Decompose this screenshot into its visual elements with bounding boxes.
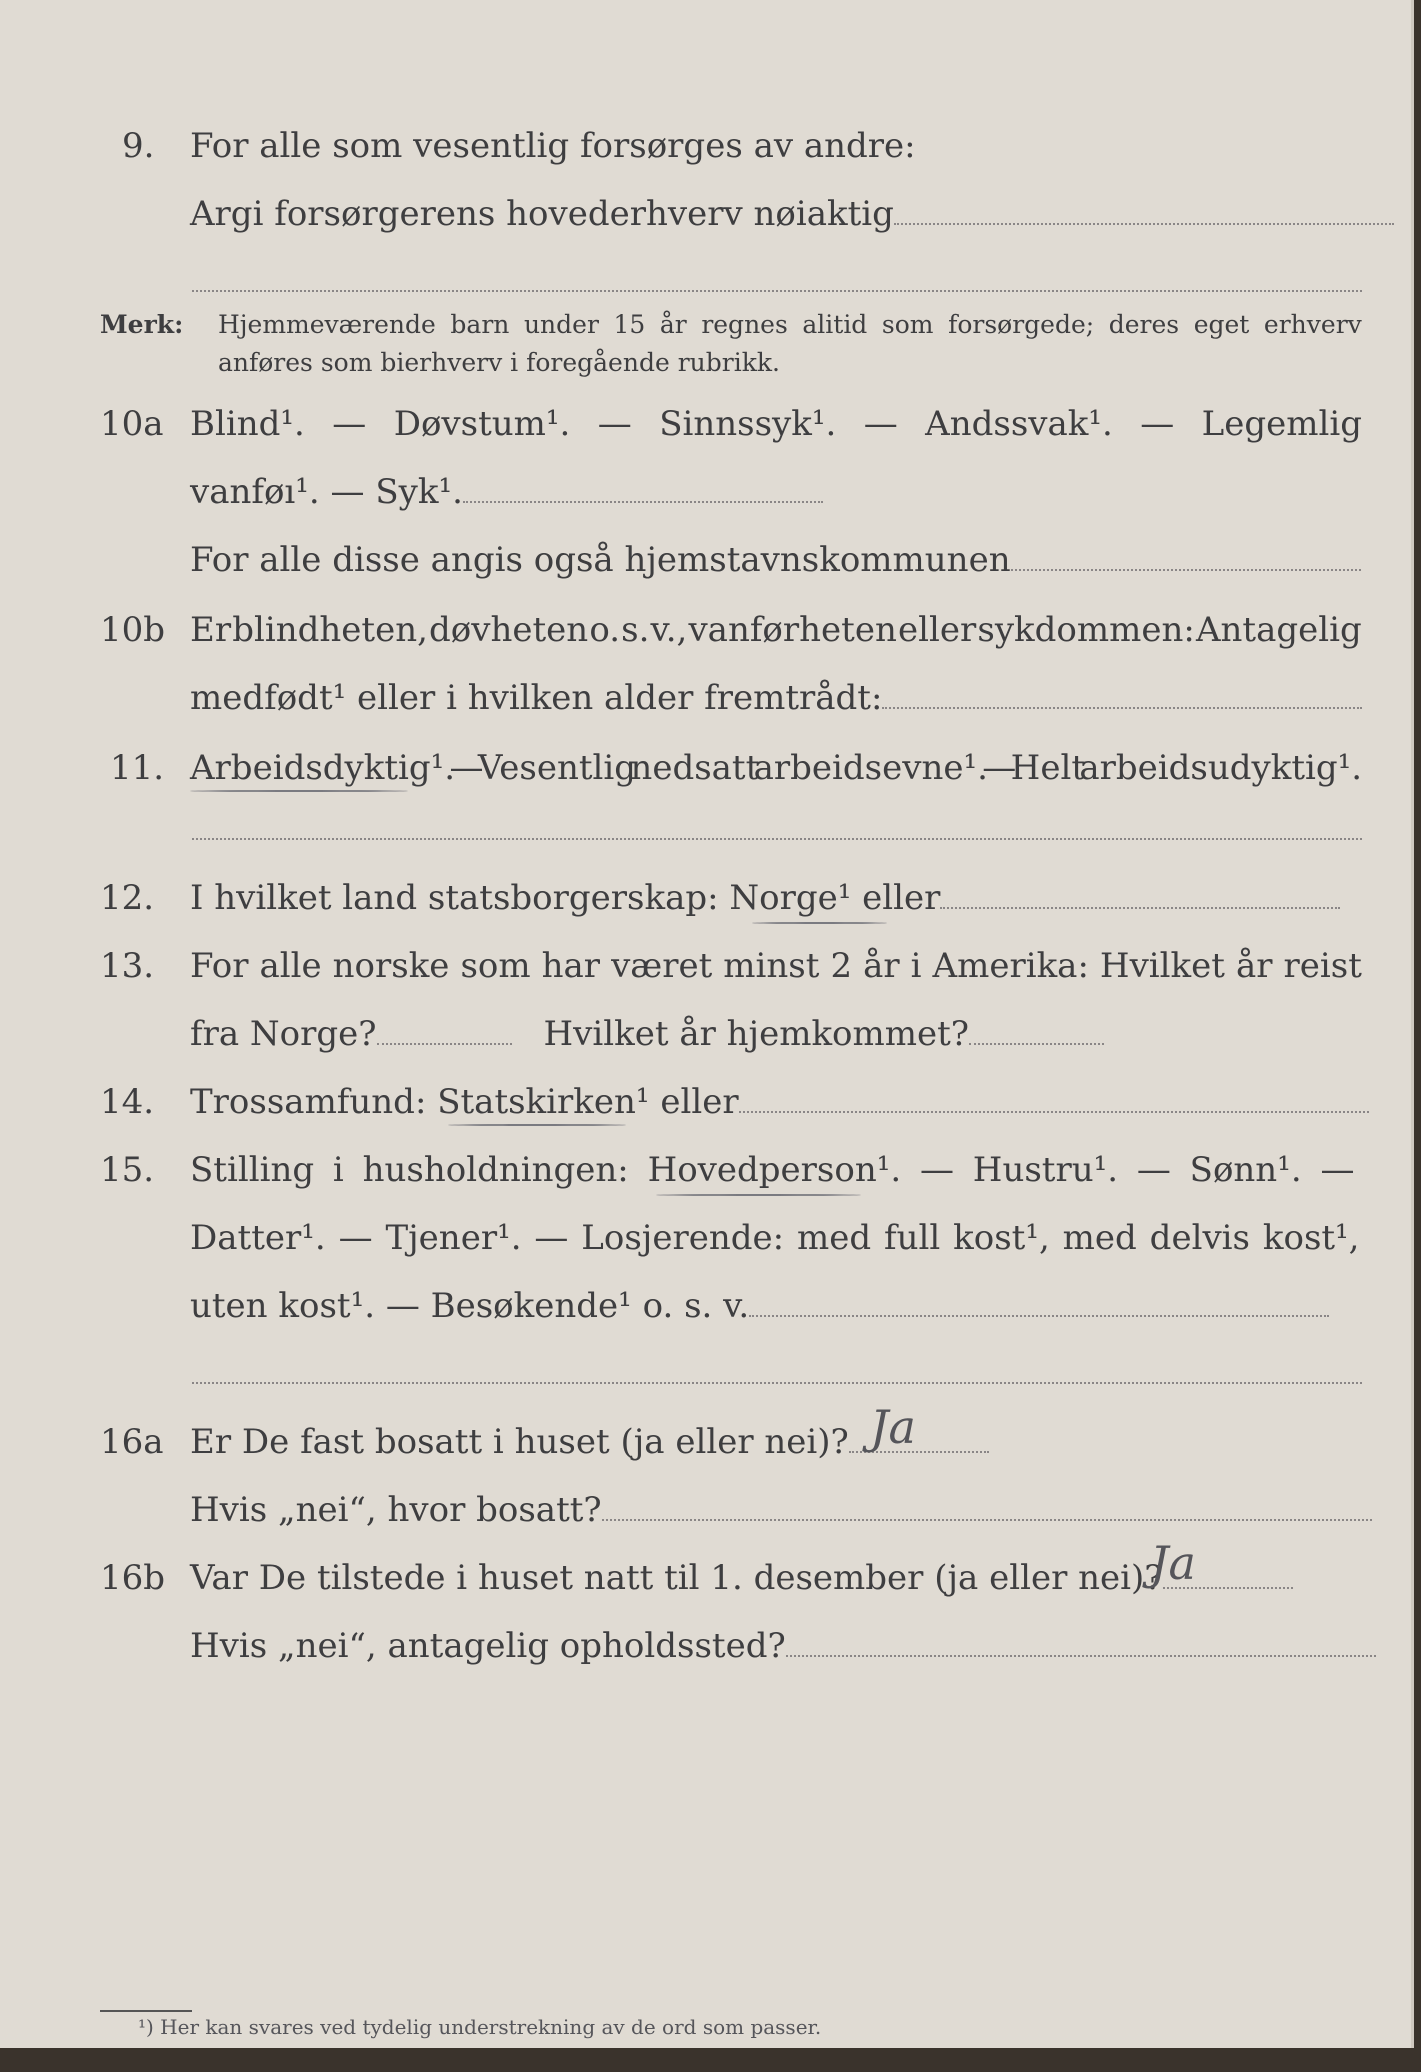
- q9-line1: For alle som vesentlig forsørges av andre:: [190, 126, 916, 166]
- q14-answer-line[interactable]: [739, 1110, 1369, 1113]
- q15-number: 15.: [100, 1150, 155, 1190]
- q12-line1-text: I hvilket land statsborgerskap: Norge¹ eller: [190, 878, 941, 918]
- q16a-line1-text: Er De fast bosatt i huset (ja eller nei)?: [190, 1422, 849, 1462]
- q9-answer-line[interactable]: [894, 222, 1394, 225]
- q15-underline-mark: [656, 1194, 861, 1196]
- footnote-text: ¹) Her kan svares ved tydelig understrekning av de ord som passer.: [138, 2015, 822, 2039]
- merk-line2: anføres som bierhverv i foregående rubrikk.: [218, 348, 780, 377]
- q15-extra-line[interactable]: [192, 1382, 1362, 1384]
- q10b-answer-line[interactable]: [882, 706, 1362, 709]
- q11-underline-mark: [190, 790, 408, 792]
- q11-line1: Arbeidsdyktig¹. — Vesentlig nedsatt arbeidsevne¹. — Helt arbeidsudyktig¹.: [190, 748, 1363, 788]
- q15-line1: Stilling i husholdningen: Hovedperson¹. — Hustru¹. — Sønn¹. —: [190, 1150, 1355, 1190]
- q13-number: 13.: [100, 946, 155, 986]
- q16a-residence-line[interactable]: [602, 1518, 1372, 1521]
- q9-extra-line[interactable]: [192, 290, 1362, 292]
- q10a-line2: [190, 462, 823, 522]
- q10a-line3-text: For alle disse angis også hjemstavnskommunen: [190, 540, 1011, 580]
- q10a-line1: Blind¹. — Døvstum¹. — Sinnssyk¹. — Andssvak¹. — Legemlig: [190, 404, 1362, 444]
- q13-line2a-text: fra Norge?: [190, 1014, 377, 1054]
- q10a-number: 10a: [100, 404, 164, 444]
- q13-line1: For alle norske som har været minst 2 år i Amerika: Hvilket år reist: [190, 946, 1362, 986]
- q16b-number: 16b: [100, 1558, 166, 1598]
- q14-underline-mark: [448, 1124, 626, 1126]
- q16b-line2-text: Hvis „nei“, antagelig opholdssted?: [190, 1626, 786, 1666]
- q12-line1: [190, 868, 1340, 928]
- q16a-number: 16a: [100, 1422, 164, 1462]
- q10a-answer-line[interactable]: [463, 500, 823, 503]
- q16b-line1-text: Var De tilstede i huset natt til 1. desember (ja eller nei)?: [190, 1558, 1163, 1598]
- q13-departure-year-line[interactable]: [377, 1042, 512, 1045]
- q16a-line2: [190, 1480, 1372, 1540]
- q10a-hometown-line[interactable]: [1011, 568, 1361, 571]
- q14-line1: [190, 1072, 1369, 1132]
- merk-label: Merk:: [100, 310, 184, 339]
- q11-extra-line[interactable]: [192, 838, 1362, 840]
- q9-line2-text: Argi forsørgerens hovederhverv nøiaktig: [190, 194, 894, 234]
- q12-underline-mark: [752, 922, 887, 924]
- q11-number: 11.: [110, 748, 165, 788]
- q13-return-year-line[interactable]: [969, 1042, 1104, 1045]
- q10a-line2-text: vanføı¹. — Syk¹.: [190, 472, 463, 512]
- q16a-line2-text: Hvis „nei“, hvor bosatt?: [190, 1490, 602, 1530]
- q16b-line2: [190, 1616, 1376, 1676]
- q16a-handwritten-answer: Ja: [870, 1400, 916, 1454]
- q10b-line1: Er blindheten, døvheten o. s. v., vanførheten eller sykdommen: Antagelig: [190, 610, 1362, 650]
- q15-line3: [190, 1276, 1329, 1336]
- q10b-number: 10b: [100, 610, 166, 650]
- merk-line1: Hjemmeværende barn under 15 år regnes alitid som forsørgede; deres eget erhverv: [218, 310, 1362, 339]
- q12-answer-line[interactable]: [940, 906, 1340, 909]
- q16a-line1: [190, 1412, 989, 1472]
- q16b-line1: [190, 1548, 1293, 1608]
- q10b-line2: [190, 668, 1362, 728]
- q15-line2: Datter¹. — Tjener¹. — Losjerende: med full kost¹, med delvis kost¹,: [190, 1218, 1360, 1258]
- q16b-location-line[interactable]: [786, 1654, 1376, 1657]
- q14-line1-text: Trossamfund: Statskirken¹ eller: [190, 1082, 739, 1122]
- q10b-line2-text: medfødt¹ eller i hvilken alder fremtrådt:: [190, 678, 883, 718]
- q15-answer-line[interactable]: [749, 1314, 1329, 1317]
- q13-line2b-text: Hvilket år hjemkommet?: [543, 1014, 970, 1054]
- q10a-line3: [190, 530, 1361, 590]
- q15-line3-text: uten kost¹. — Besøkende¹ o. s. v.: [190, 1286, 750, 1326]
- q12-number: 12.: [100, 878, 155, 918]
- q16b-handwritten-answer: Ja: [1150, 1536, 1196, 1590]
- q13-line2: [190, 1004, 1104, 1064]
- q9-number: 9.: [122, 126, 155, 166]
- q9-line2: [190, 184, 1394, 244]
- q14-number: 14.: [100, 1082, 155, 1122]
